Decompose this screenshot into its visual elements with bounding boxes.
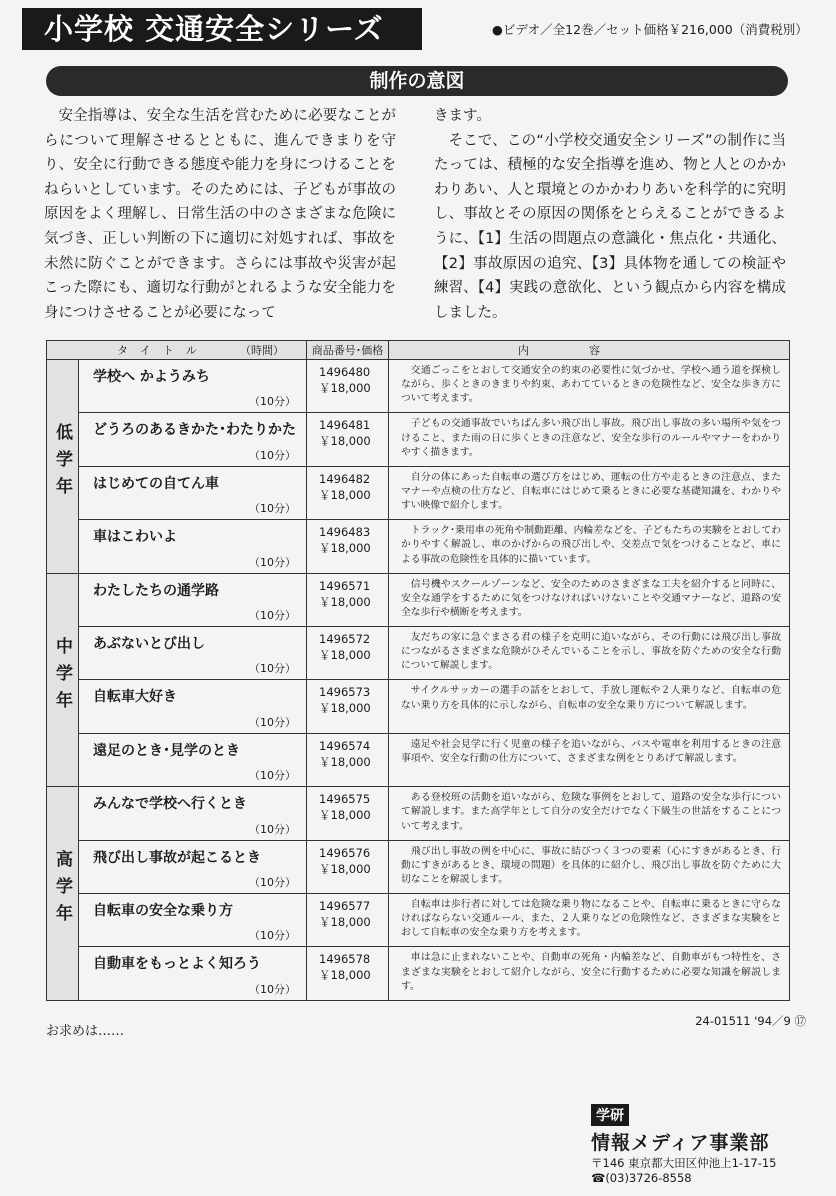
video-title: 遠足のとき･見学のとき [93, 742, 240, 759]
product-price: ￥18,000 [319, 968, 371, 983]
code-price-cell [307, 360, 389, 413]
content-description: サイクルサッカーの選手の話をとおして、手放し運転や２人乗りなど、自転車の危ない乗り方を具体的に示しながら、自転車の安全な乗り方について解説します。 [389, 680, 790, 733]
header-title-col [47, 341, 307, 360]
product-code: 1496482 [319, 471, 371, 486]
content-description: 自分の体にあった自転車の選び方をはじめ、運転の仕方や走るときの注意点、またマナーや点検の仕方など、自転車にはじめて乗るときに必要な基礎知識を、わかりやすい映像で紹介します。 [389, 466, 790, 519]
product-price: ￥18,000 [319, 594, 371, 609]
order-text: お求めは…… [46, 1024, 125, 1039]
video-title: みんなで学校へ行くとき [93, 796, 247, 813]
grade-label: 高学年 [52, 850, 72, 932]
product-price: ￥18,000 [319, 647, 371, 662]
content-description: 友だちの家に急ぐまさる君の様子を克明に追いながら、その行動には飛び出し事故につながるさまざまな危険がひそんでいることを示し、事故を防ぐための安全な行動について解説します。 [389, 626, 790, 679]
video-title: 車はこわいよ [93, 529, 177, 546]
title-cell [79, 947, 307, 1000]
title-cell [79, 680, 307, 733]
product-price: ￥18,000 [319, 487, 371, 502]
content-description: ある登校班の活動を追いながら、危険な事例をとおして、道路の安全な歩行について解説します。また高学年として自分の安全だけでなく下級生の世話をすることについて考えます。 [389, 787, 790, 840]
product-code: 1496571 [319, 578, 371, 593]
intro-right-column [434, 104, 786, 325]
code-price-cell [307, 573, 389, 626]
video-duration: （10分） [249, 662, 296, 676]
title-cell [79, 893, 307, 946]
title-cell [79, 520, 307, 573]
intro-paragraph-1: 安全指導は、安全な生活を営むために必要なことがらについて理解させるとともに、進んできまりを守り、安全に行動できる態度や能力を身につけることをねらいとしています。そのためには、子どもが事故の原因をよく理解し、日常生活の中のさまざまな危険に気づき、正しい判断の下に適切に対処すれば、事故を未然に防ぐことができます。さらには事故や災害が起こった際にも、適切な行動がとれるような安全能力を身につけさせることが必要になって [44, 108, 396, 321]
header-time-label: （時間） [240, 344, 284, 357]
content-description: トラック･乗用車の死角や制動距離、内輪差などを、子どもたちの実験をとおしてわかりやすく解説し、車のかげからの飛び出しや、交差点で気をつけることなど、車による事故の危険性を具体的に描いています。 [389, 520, 790, 573]
grade-label: 中学年 [52, 636, 72, 718]
product-code: 1496574 [319, 738, 371, 753]
video-duration: （10分） [249, 608, 296, 622]
header-title-label: タイトル [117, 344, 209, 357]
product-code: 1496576 [319, 845, 371, 860]
content-description: 車は急に止まれないことや、自動車の死角・内輪差など、自動車がもつ特性を、さまざまな実験をとおして紹介しながら、安全に行動するために必要な知識を解説します。 [389, 947, 790, 1000]
video-duration: （10分） [249, 555, 296, 569]
table-header-row [47, 341, 790, 360]
intro-paragraph-2: そこで、この“小学校交通安全シリーズ”の制作に当たっては、積極的な安全指導を進め、物と人とのかかわりあい、人と環境とのかかわりあいを科学的に究明し、事故とその原因の関係をとらえることができるように、【1】生活の問題点の意識化・焦点化・共通化、【2】事故原因の追究、【3】具体物を通しての検証や練習、【4】実践の意欲化、という観点から内容を構成しました。 [434, 132, 786, 321]
code-price-cell [307, 626, 389, 679]
intro-left-column [44, 104, 396, 325]
code-price-cell [307, 520, 389, 573]
grade-label-cell [47, 573, 79, 787]
code-price-cell [307, 787, 389, 840]
series-meta: ●ビデオ／全12巻／セット価格￥216,000（消費税別） [492, 22, 808, 37]
video-duration: （10分） [249, 982, 296, 996]
series-title: 小学校 交通安全シリーズ [22, 8, 422, 50]
product-price: ￥18,000 [319, 754, 371, 769]
content-description: 交通ごっこをとおして交通安全の約束の必要性に気づかせ、学校へ通う道を探検しながら、歩くときのきまりや約束、あわてているときの危険性など、安全な歩き方について考えます。 [389, 360, 790, 413]
video-title: わたしたちの通学路 [93, 582, 219, 599]
code-price-cell [307, 733, 389, 786]
content-description: 子どもの交通事故でいちばん多い飛び出し事故。飛び出し事故の多い場所や気をつけること、また雨の日に歩くときの注意など、安全な歩行のルールやマナーをわかりやすく描きます。 [389, 413, 790, 466]
code-price-cell [307, 840, 389, 893]
table-row [47, 413, 790, 466]
grade-label-cell [47, 787, 79, 1001]
product-code: 1496480 [319, 365, 371, 379]
product-code: 1496483 [319, 525, 371, 540]
table-row [47, 520, 790, 573]
product-price: ￥18,000 [319, 701, 371, 716]
product-code: 1496481 [319, 418, 371, 433]
product-price: ￥18,000 [319, 381, 371, 395]
content-description: 信号機やスクールゾーンなど、安全のためのさまざまな工夫を紹介すると同時に、安全な通学をするために気をつけなければいけないことや交通マナーなど、道路の安全な歩行や横断を考えます。 [389, 573, 790, 626]
title-cell [79, 466, 307, 519]
video-title: どうろのあるきかた･わたりかた [93, 422, 296, 439]
video-duration: （10分） [249, 929, 296, 943]
video-duration: （10分） [249, 395, 296, 409]
video-title: 自転車の安全な乗り方 [93, 902, 233, 919]
header-content-col: 内容 [389, 341, 790, 360]
video-title: 飛び出し事故が起こるとき [93, 849, 261, 866]
publisher-name: 情報メディア事業部 [591, 1132, 770, 1154]
video-duration: （10分） [249, 822, 296, 836]
header-code-col: 商品番号･価格 [307, 341, 389, 360]
table-row [47, 680, 790, 733]
table-row [47, 893, 790, 946]
code-price-cell [307, 893, 389, 946]
product-price: ￥18,000 [319, 434, 371, 449]
table-row [47, 573, 790, 626]
table-row [47, 733, 790, 786]
section-title: 制作の意図 [46, 66, 788, 96]
table-row [47, 947, 790, 1000]
publisher-logo: 学研 [591, 1104, 629, 1126]
code-price-cell [307, 466, 389, 519]
title-cell [79, 733, 307, 786]
video-duration: （10分） [249, 502, 296, 516]
title-cell [79, 626, 307, 679]
code-price-cell [307, 680, 389, 733]
content-description: 飛び出し事故の例を中心に、事故に結びつく３つの要素（心にすきがあるとき、行動にすきがあるとき、環境の問題）を具体的に紹介し、飛び出し事故を防ぐために大切なことを解説します。 [389, 840, 790, 893]
publisher-address: 〒146 東京都大田区仲池上1-17-15 [591, 1156, 777, 1170]
video-title: 自転車大好き [93, 689, 177, 706]
product-price: ￥18,000 [319, 861, 371, 876]
title-cell [79, 413, 307, 466]
title-cell [79, 840, 307, 893]
table-row [47, 787, 790, 840]
content-description: 自転車は歩行者に対しては危険な乗り物になることや、自転車に乗るときに守らなければならない交通ルール、また、２人乗りなどの危険性など、さまざまな実験をとおして自転車の安全な乗り方を考えます。 [389, 893, 790, 946]
product-price: ￥18,000 [319, 914, 371, 929]
title-cell [79, 360, 307, 413]
catalog-table [46, 340, 790, 1001]
product-code: 1496575 [319, 792, 371, 807]
product-price: ￥18,000 [319, 541, 371, 556]
video-title: あぶないとび出し [93, 635, 205, 652]
title-cell [79, 787, 307, 840]
video-duration: （10分） [249, 715, 296, 729]
content-description: 遠足や社会見学に行く児童の様子を追いながら、バスや電車を利用するときの注意事項や、安全な行動の仕方について、さまざまな例をとりあげて解説します。 [389, 733, 790, 786]
publisher-tel: ☎(03)3726-8558 [591, 1171, 692, 1185]
product-code: 1496578 [319, 952, 371, 967]
table-row [47, 840, 790, 893]
product-code: 1496577 [319, 898, 371, 913]
code-price-cell [307, 947, 389, 1000]
series-header [22, 8, 814, 50]
document-number: 24-01511 '94／9 ⑰ [695, 1014, 806, 1028]
video-duration: （10分） [249, 875, 296, 889]
table-row [47, 360, 790, 413]
intro-paragraph-1-continued: きます。 [434, 108, 491, 124]
video-duration: （10分） [249, 769, 296, 783]
video-title: 学校へ かようみち [93, 369, 210, 385]
publisher-block [591, 1104, 777, 1185]
table-body [47, 360, 790, 1001]
video-title: 自動車をもっとよく知ろう [93, 956, 261, 973]
table-row [47, 626, 790, 679]
title-cell [79, 573, 307, 626]
product-code: 1496573 [319, 685, 371, 700]
product-code: 1496572 [319, 631, 371, 646]
table-row [47, 466, 790, 519]
grade-label-cell [47, 360, 79, 574]
grade-label: 低学年 [52, 423, 72, 505]
product-price: ￥18,000 [319, 808, 371, 823]
code-price-cell [307, 413, 389, 466]
video-title: はじめての自てん車 [93, 475, 219, 492]
video-duration: （10分） [249, 448, 296, 462]
